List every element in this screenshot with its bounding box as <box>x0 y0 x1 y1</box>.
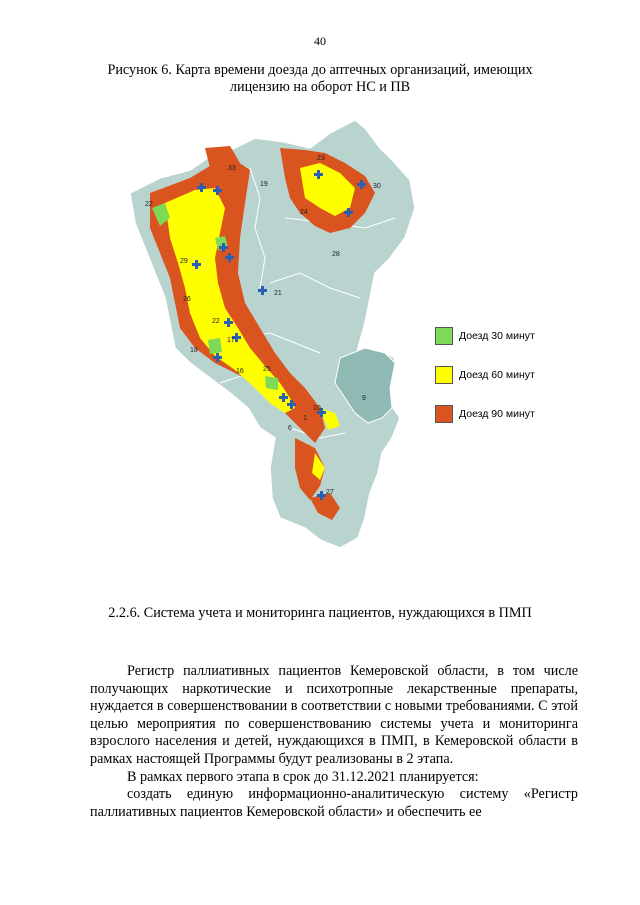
legend-label: Доезд 30 минут <box>459 330 535 342</box>
district-label: 1 <box>303 415 307 422</box>
district-label: 18 <box>190 347 198 354</box>
district-label: 17 <box>227 337 235 344</box>
legend-swatch-orange <box>435 405 453 423</box>
legend-swatch-yellow <box>435 366 453 384</box>
district-label: 27 <box>326 489 334 496</box>
district-label: 29 <box>180 258 188 265</box>
district-label: 24 <box>300 209 308 216</box>
paragraph: Регистр паллиативных пациентов Кемеровской области, в том числе получающих наркотические и психотропные лекарственные препараты, нуждается в совершенствовании в соответствии с новыми требованиями. С этой целью мероприятия по совершенствованию системы учета и мониторинга взрослого населения и детей, нуждающихся в ПМП, в Кемеровской области в рамках настоящей Программы будут реализованы в 2 этапа. <box>90 663 578 767</box>
body-text <box>90 663 578 821</box>
district-label: 33 <box>228 165 236 172</box>
legend-item-60min <box>435 364 575 386</box>
district-label: 23 <box>317 155 325 162</box>
district-label: 22 <box>212 318 220 325</box>
district-label: 30 <box>373 183 381 190</box>
district-label: 6 <box>288 425 292 432</box>
district-label: 9 <box>362 395 366 402</box>
district-label: 19 <box>260 181 268 188</box>
district-label: 10 <box>313 405 321 412</box>
map-legend <box>435 325 575 442</box>
legend-swatch-green <box>435 327 453 345</box>
legend-label: Доезд 60 минут <box>459 369 535 381</box>
section-heading: 2.2.6. Система учета и мониторинга пациентов, нуждающихся в ПМП <box>108 605 532 621</box>
page-number: 40 <box>314 34 326 48</box>
legend-item-30min <box>435 325 575 347</box>
figure-caption <box>60 62 580 95</box>
district-label: 26 <box>183 296 191 303</box>
figure-caption-line2: лицензию на оборот НС и ПВ <box>229 78 411 95</box>
district-label: 25 <box>263 366 271 373</box>
paragraph: создать единую информационно-аналитическую систему «Регистр паллиативных пациентов Кемеровской области» и обеспечить ее <box>90 786 578 820</box>
district-label: 28 <box>332 251 340 258</box>
legend-label: Доезд 90 минут <box>459 408 535 420</box>
figure-caption-line1: Рисунок 6. Карта времени доезда до аптечных организаций, имеющих <box>107 62 533 78</box>
district-label: 16 <box>236 368 244 375</box>
district-label: 21 <box>274 290 282 297</box>
district-label: 22 <box>145 201 153 208</box>
legend-item-90min <box>435 403 575 425</box>
paragraph: В рамках первого этапа в срок до 31.12.2021 планируется: <box>127 768 479 785</box>
